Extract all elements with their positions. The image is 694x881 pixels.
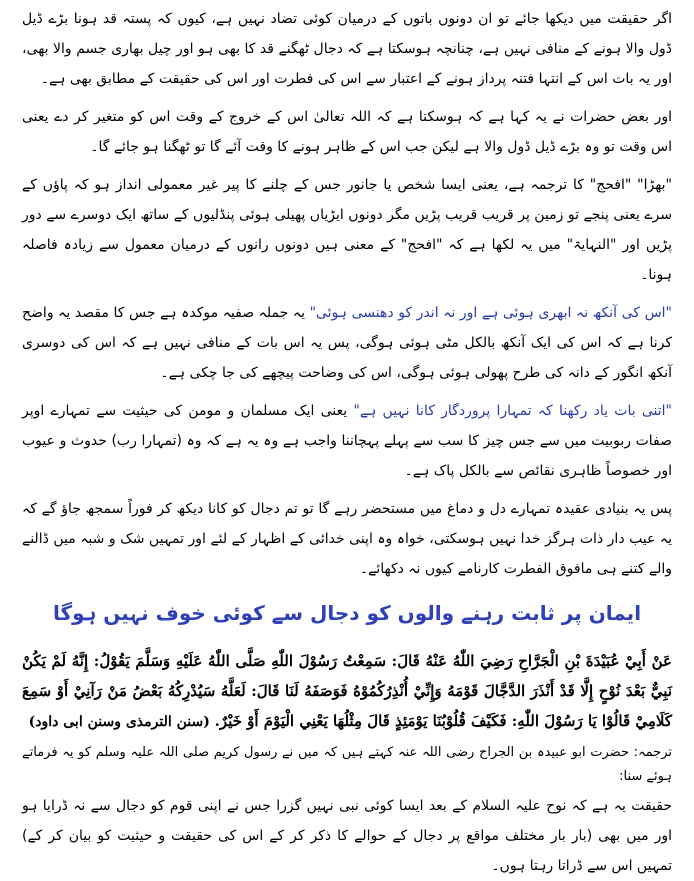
paragraph-3: "بھڑا" "افحج" کا ترجمہ ہے، یعنی ایسا شخص یا جانور جس کے چلنے کا پیر غیر معمولی انداز ہو کہ پاؤں کے سرے یعنی پنجے تو زمین پر قریب قریب پڑیں مگر دونوں ایڑیاں پھیلی ہوئی پنڈلیوں کے ساتھ ایک دوسرے سے دور پڑیں اور "النہایۃ" میں یہ لکھا ہے کہ "افحج" کے معنی ہیں دونوں رانوں کے درمیان معمول سے زیادہ فاصلہ ہونا۔ <box>22 177 672 283</box>
translation-intro: ترجمہ: حضرت ابو عبیدہ بن الجراح رضی اللہ عنہ کہتے ہیں کہ میں نے رسول کریم صلی اللہ علیہ وسلم کو یہ فرماتے ہوئے سنا: <box>22 745 672 784</box>
translation-body: حقیقت یہ ہے کہ نوح علیہ السلام کے بعد ایسا کوئی نبی نہیں گزرا جس نے اپنی قوم کو دجال سے نہ ڈرایا ہو اور میں بھی (بار بار مختلف مواقع پر دجال کے حوالے کا ذکر کر کے اس کی حقیقت و حیثیت کو بیان کر کے) تمہیں اس سے ڈراتا رہتا ہوں۔ <box>22 798 672 874</box>
section-heading: ایمان پر ثابت رہنے والوں کو دجال سے کوئی خوف نہیں ہوگا <box>52 601 642 625</box>
quoted-phrase: "اس کی آنکھ نہ ابھری ہوئی ہے اور نہ اندر کو دھنسی ہوئی" <box>309 305 672 321</box>
paragraph-4 <box>22 298 672 388</box>
quoted-phrase: "اتنی بات یاد رکھنا کہ تمہارا پروردگار کانا نہیں ہے" <box>353 403 672 419</box>
hadith-arabic: عَنْ أَبِيْ عُبَيْدَةَ بْنِ الْجَرَّاحِ رَضِيَ اللّٰهُ عَنْهُ قَالَ: سَمِعْتُ رَسُوْلَ اللّٰهِ صَلَّى اللّٰهُ عَلَيْهِ وَسَلَّمَ يَقُوْلُ: إِنَّهُ لَمْ يَكُنْ نَبِيٌّ بَعْدَ نُوْحٍ إِلَّا قَدْ أَنْذَرَ الدَّجَّالَ قَوْمَهُ وَإِنِّيْ أُنْذِرُكُمُوْهُ فَوَصَفَهُ لَنَا قَالَ: لَعَلَّهُ سَيُدْرِكُهُ بَعْضُ مَنْ رَآنِيْ أَوْ سَمِعَ كَلَامِيْ قَالُوْا يَا رَسُوْلَ اللّٰهِ: فَكَيْفَ قُلُوْبُنَا يَوْمَئِذٍ قَالَ مِثْلُهَا يَعْنِي الْيَوْمَ أَوْ خَيْرٌ. <box>22 652 672 730</box>
paragraph-2: اور بعض حضرات نے یہ کہا ہے کہ ہوسکتا ہے کہ اللہ تعالیٰ اس کے خروج کے وقت اس کو متغیر کر دے یعنی اس وقت تو وہ بڑے ڈیل ڈول والا ہے لیکن جب اس کے ظاہر ہونے کا وقت آئے گا تو ٹھگنا ہو جائے گا۔ <box>22 109 672 155</box>
paragraph-6: پس یہ بنیادی عقیدہ تمہارے دل و دماغ میں مستحضر رہے گا تو تم دجال کو کانا دیکھ کر فوراً سمجھ جاؤ گے کہ یہ عیب دار ذات ہرگز خدا نہیں ہوسکتی، خواہ وہ اپنی خدائی کے اظہار کے لئے اور تمہیں شک و شبہ میں ڈالنے والے کتنے ہی مافوق الفطرت کارنامے کیوں نہ دکھائے۔ <box>22 501 672 577</box>
paragraph-text: یہ جملہ صفیہ موکدہ ہے جس کا مقصد یہ واضح کرنا ہے کہ اس کی ایک آنکھ بالکل مٹی ہوئی ہوگی، پس یہ اس بات کے منافی نہیں ہے کہ اس کی دوسری آنکھ انگور کے دانہ کی طرح پھولی ہوئی ہوگی، اس کی وضاحت پیچھے کی جا چکی ہے۔ <box>22 305 672 381</box>
paragraph-5 <box>22 396 672 486</box>
hadith-text <box>22 646 672 737</box>
paragraph-1: اگر حقیقت میں دیکھا جائے تو ان دونوں باتوں کے درمیان کوئی تضاد نہیں ہے، کیوں کہ پستہ قد ہونا بڑے ڈیل ڈول والا ہونے کے منافی نہیں ہے، چنانچہ ہوسکتا ہے کہ دجال ٹھگنے قد کا بھی ہو اور چیل بھاری جسم والا بھی، اور یہ بات اس کے انتہا فتنہ پرداز ہونے کے اعتبار سے اس کی فطرت اور اس کی حقیقت کے مطابق بھی ہے۔ <box>22 11 672 87</box>
hadith-source: (سنن الترمذی وسنن ابی داود) <box>28 714 210 730</box>
paragraph-text: یعنی ایک مسلمان و مومن کی حیثیت سے تمہارے اوپر صفات ربوبیت میں سے جس چیز کا سب سے پہلے پہچاننا واجب ہے وہ یہ ہے کہ وہ (تمہارا رب) حدوث و عیوب اور خصوصاً ظاہری نقائص سے بالکل پاک ہے۔ <box>22 403 672 479</box>
